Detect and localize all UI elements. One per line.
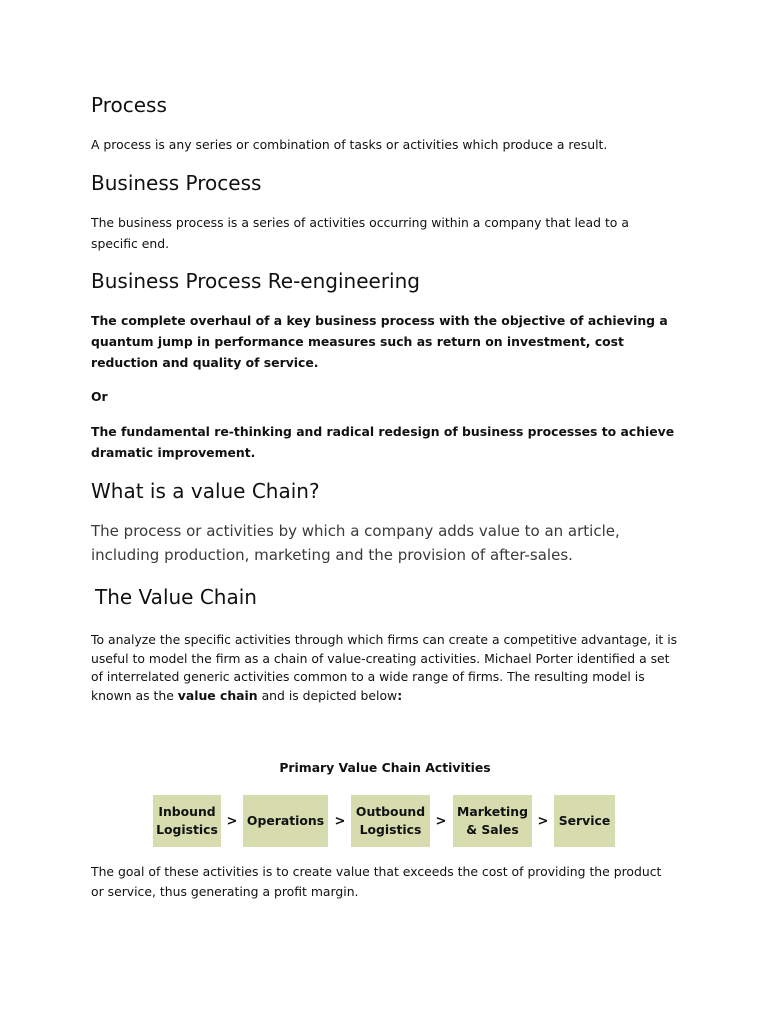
bpr-or: Or	[91, 389, 108, 404]
heading-business-process: Business Process	[91, 171, 262, 195]
chain-arrow: >	[537, 813, 549, 829]
step-outbound-logistics	[351, 795, 430, 847]
chain-arrow: >	[226, 813, 238, 829]
diagram-title: Primary Value Chain Activities	[279, 760, 491, 775]
intro-text-start: To analyze the specific activities through which firms can create a competitive advantage, it is useful to model the firm as a chain of value-creating activities. Michael Porter identified a set of interrelated generic activities common to a wide range of firms. The resulting model is known as the	[91, 632, 678, 703]
closing-paragraph: The goal of these activities is to create value that exceeds the cost of providing the product or service, thus generating a profit margin.	[91, 864, 662, 899]
step-inbound-logistics	[153, 795, 221, 847]
step-service	[554, 795, 615, 847]
step-label-line2: Logistics	[156, 822, 218, 837]
bpr-definition-1: The complete overhaul of a key business process with the objective of achieving a quantum jump in performance measures such as return on investment, cost reduction and quality of service.	[91, 313, 668, 370]
step-marketing-sales	[453, 795, 532, 847]
process-definition: A process is any series or combination of tasks or activities which produce a result.	[91, 137, 608, 152]
heading-what-is-value-chain: What is a value Chain?	[91, 479, 320, 503]
heading-bpr: Business Process Re-engineering	[91, 269, 420, 293]
chain-arrow: >	[435, 813, 447, 829]
step-label-line1: Inbound	[158, 804, 216, 819]
step-label-line1: Service	[558, 813, 611, 828]
value-chain-intro	[91, 631, 681, 705]
step-label-line2: Logistics	[359, 822, 422, 837]
step-label-line1: Operations	[246, 813, 325, 828]
heading-the-value-chain: The Value Chain	[95, 585, 257, 609]
value-chain-definition: The process or activities by which a company adds value to an article, including production, marketing and the provision of after-sales.	[91, 522, 620, 564]
bpr-definition-2: The fundamental re-thinking and radical redesign of business processes to achieve dramatic improvement.	[91, 424, 675, 460]
value-chain-diagram	[0, 795, 768, 847]
heading-process: Process	[91, 93, 167, 117]
intro-text-end: and is depicted below	[257, 687, 398, 703]
step-label-line2: & Sales	[466, 822, 519, 837]
step-label-line1: Marketing	[457, 804, 528, 819]
intro-colon: :	[397, 687, 403, 703]
step-operations	[243, 795, 328, 847]
intro-value-chain-term: value chain	[177, 687, 258, 703]
chain-arrow: >	[334, 813, 346, 829]
step-label-line1: Outbound	[355, 804, 426, 819]
business-process-definition: The business process is a series of activities occurring within a company that lead to a specific end.	[91, 215, 629, 251]
